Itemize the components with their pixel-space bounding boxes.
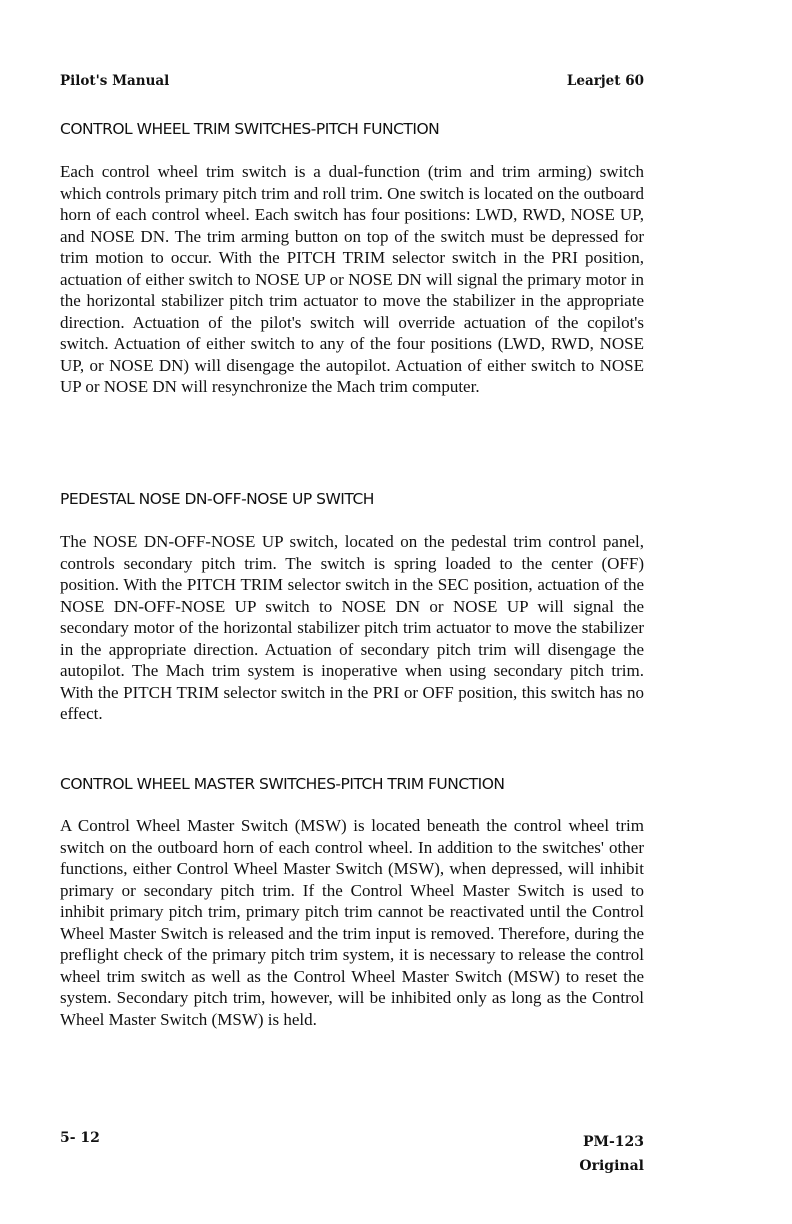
document-number: PM-123 — [582, 1134, 644, 1150]
section-heading-master-switch: CONTROL WHEEL MASTER SWITCHES-PITCH TRIM FUNCTION — [60, 775, 505, 793]
header-aircraft-model: Learjet 60 — [566, 73, 644, 89]
header-manual-title: Pilot's Manual — [60, 73, 170, 89]
document-info — [579, 1130, 644, 1178]
section-body-control-wheel-trim: Each control wheel trim switch is a dual-function (trim and trim arming) switch which controls primary pitch trim and roll trim. One switch is located on the outboard horn of each control wheel. Each switch has four positions: LWD, RWD, NOSE UP, and NOSE DN. The trim arming button on top of the switch must be depressed for trim motion to occur. With the PITCH TRIM selector switch in the PRI position, actuation of either switch to NOSE UP or NOSE DN will signal the primary motor in the horizontal stabilizer pitch trim actuator to move the stabilizer in the appropriate direction. Actuation of the pilot's switch will override actuation of the copilot's switch. Actuation of either switch to any of the four positions (LWD, RWD, NOSE UP, or NOSE DN) will disengage the autopilot. Actuation of either switch to NOSE UP or NOSE DN will resynchronize the Mach trim computer. — [60, 162, 645, 396]
page-header — [60, 73, 644, 95]
section-body-master-switch: A Control Wheel Master Switch (MSW) is located beneath the control wheel trim switch on the outboard horn of each control wheel. In addition to the switches' other functions, either Control Wheel Master Switch (MSW), when depressed, will inhibit primary or secondary pitch trim. If the Control Wheel Master Switch is used to inhibit primary pitch trim, primary pitch trim cannot be reactivated until the Control Wheel Master Switch is released and the trim input is removed. Therefore, during the preflight check of the primary pitch trim system, it is necessary to release the control wheel trim switch as well as the Control Wheel Master Switch (MSW) to reset the system. Secondary pitch trim, however, will be inhibited only as long as the Control Wheel Master Switch (MSW) is held. — [60, 816, 644, 1029]
document-revision: Original — [579, 1158, 644, 1174]
section-body-pedestal-switch: The NOSE DN-OFF-NOSE UP switch, located on the pedestal trim control panel, controls secondary pitch trim. The switch is spring loaded to the center (OFF) position. With the PITCH TRIM selector switch in the SEC position, actuation of the NOSE DN-OFF-NOSE UP switch to NOSE DN or NOSE UP will signal the secondary motor of the horizontal stabilizer pitch trim actuator to move the stabilizer in the appropriate direction. Actuation of secondary pitch trim will disengage the autopilot. The Mach trim system is inoperative when using secondary pitch trim. With the PITCH TRIM selector switch in the PRI or OFF position, this switch has no effect. — [60, 532, 644, 723]
section-heading-control-wheel-trim: CONTROL WHEEL TRIM SWITCHES-PITCH FUNCTION — [60, 120, 440, 138]
section-heading-pedestal-switch: PEDESTAL NOSE DN-OFF-NOSE UP SWITCH — [60, 490, 374, 508]
manual-page — [60, 0, 644, 1224]
page-number: 5- 12 — [60, 1130, 100, 1146]
